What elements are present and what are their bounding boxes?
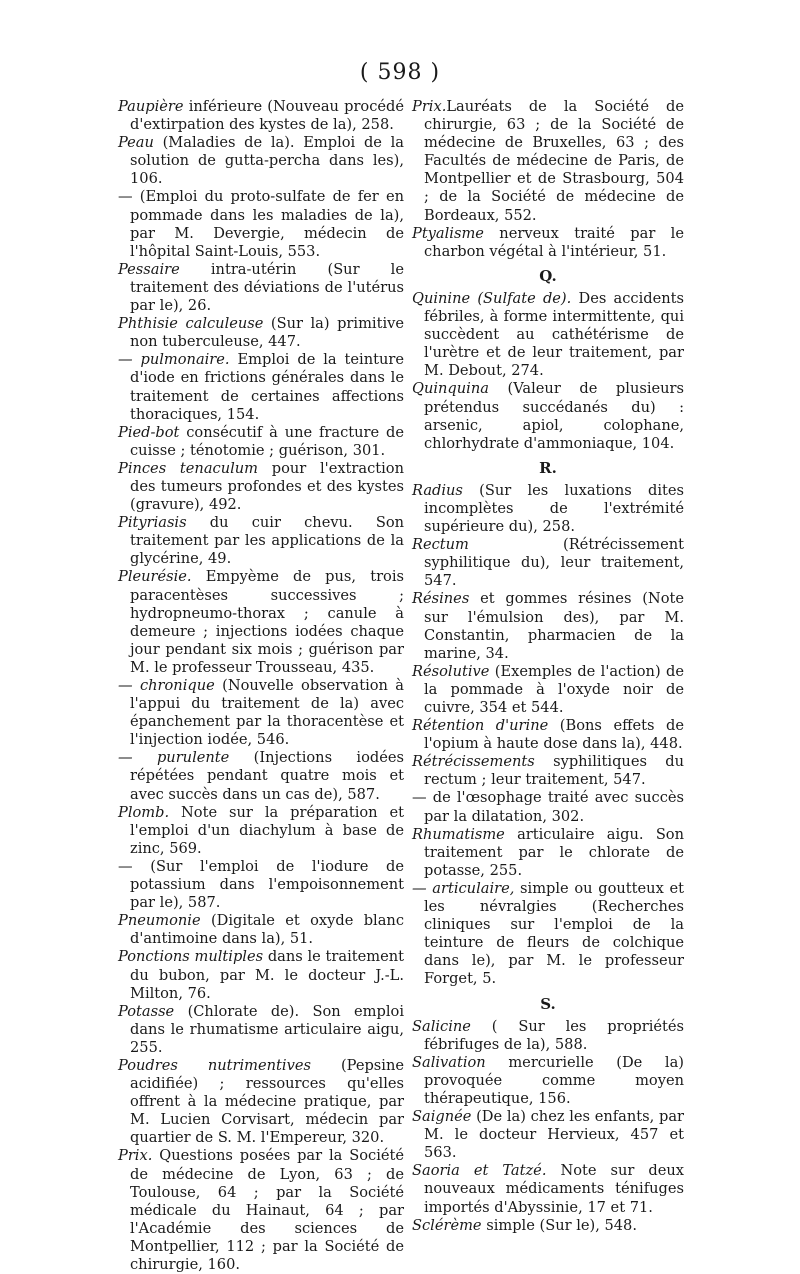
index-entry bbox=[118, 1057, 404, 1147]
index-entry bbox=[118, 98, 404, 134]
index-text: Emploi de la teinture d'iode en frictions générales dans le traitement de certaines affections thoraciques, 154. bbox=[130, 351, 404, 423]
section-letter: R. bbox=[539, 458, 557, 477]
index-term: Pessaire bbox=[118, 260, 180, 278]
index-text: Note sur la préparation et l'emploi d'un diachylum à base de zinc, 569. bbox=[130, 803, 404, 857]
index-text: intra-utérin (Sur le traitement des déviations de l'utérus par le), 26. bbox=[130, 260, 404, 315]
index-term: Ptyalisme bbox=[412, 224, 484, 242]
index-text: simple (Sur le), 548. bbox=[481, 1216, 637, 1234]
index-term: Poudres nutrimentives bbox=[118, 1056, 311, 1074]
index-text: (Valeur de plusieurs prétendus succédanés du) : arsenic, apiol, colophane, chlorhydrate d'ammoniaque, 104. bbox=[424, 380, 684, 452]
index-term: Prix. bbox=[412, 98, 447, 115]
index-text: ( Sur les propriétés fébrifuges de la), 588. bbox=[424, 1017, 684, 1053]
index-text: (Pepsine acidifiée) ; ressources qu'elles offrent à la médecine pratique, par M. Lucien Corvisart, médecin par quartier de S. M. l'Empereur, 320. bbox=[130, 1056, 404, 1147]
index-entry bbox=[118, 948, 404, 1002]
index-text: simple ou goutteux et les névralgies (Recherches cliniques sur l'emploi de la teinture de fleurs de colchique dans le), par M. le professeur Forget, 5. bbox=[424, 879, 684, 988]
index-entry bbox=[118, 424, 404, 460]
index-term: — chronique bbox=[118, 677, 215, 694]
index-term: Rétention d'urine bbox=[412, 717, 549, 735]
index-term: Résines bbox=[412, 590, 470, 608]
index-entry bbox=[412, 880, 684, 989]
index-term: Pinces tenaculum bbox=[118, 459, 259, 477]
index-text: (Bons effets de l'opium à haute dose dans la), 448. bbox=[424, 717, 684, 753]
index-text: (Exemples de l'action) de la pommade à l'oxyde noir de cuivre, 354 et 544. bbox=[424, 662, 684, 716]
index-entry bbox=[118, 188, 404, 260]
index-entry bbox=[118, 1003, 404, 1057]
index-entry bbox=[412, 1018, 684, 1054]
index-entry bbox=[118, 134, 404, 188]
index-entry bbox=[118, 514, 404, 568]
index-entry bbox=[412, 380, 684, 452]
index-entry bbox=[118, 749, 404, 803]
index-entry bbox=[118, 858, 404, 912]
index-term: — pulmonaire. bbox=[118, 351, 230, 369]
index-term: Pityriasis bbox=[118, 514, 187, 532]
index-term: Prix. bbox=[118, 1147, 153, 1165]
index-term: Rectum bbox=[412, 536, 469, 554]
index-entry bbox=[118, 677, 404, 749]
index-text: articulaire aigu. Son traitement par le chlorate de potasse, 255. bbox=[424, 825, 684, 879]
index-entry bbox=[412, 789, 684, 825]
index-term: Ponctions multiples bbox=[118, 948, 264, 966]
index-entry bbox=[412, 290, 684, 380]
index-entry bbox=[412, 826, 684, 880]
index-entry bbox=[118, 804, 404, 858]
index-text: (De la) chez les enfants, par M. le docteur Hervieux, 457 et 563. bbox=[424, 1108, 684, 1162]
index-entry bbox=[412, 1054, 684, 1108]
index-term: — purulente bbox=[118, 749, 230, 767]
index-text: Questions posées par la Société de médecine de Lyon, 63 ; de Toulouse, 64 ; par la Société médicale du Hainaut, 64 ; par l'Académie des sciences de Montpellier, 112 ; par la Société de chirurgie, 160. bbox=[130, 1147, 404, 1273]
index-entry bbox=[118, 460, 404, 514]
index-text: (Maladies de la). Emploi de la solution de gutta-percha dans les), 106. bbox=[130, 134, 404, 188]
index-term: Salivation bbox=[412, 1053, 486, 1071]
index-text: nerveux traité par le charbon végétal à l'intérieur, 51. bbox=[424, 224, 684, 260]
index-term: Salicine bbox=[412, 1017, 471, 1035]
index-entry bbox=[118, 315, 404, 351]
section-letter: S. bbox=[540, 994, 556, 1013]
index-term: Quinquina bbox=[412, 380, 489, 398]
index-text: — (Sur l'emploi de l'iodure de potassium dans l'empoisonnement par le), 587. bbox=[118, 857, 404, 912]
index-text: mercurielle (De la) provoquée comme moyen thérapeutique, 156. bbox=[424, 1053, 684, 1107]
index-text: syphilitiques du rectum ; leur traitement, 547. bbox=[424, 753, 684, 789]
index-term: — articulaire, bbox=[412, 879, 515, 897]
index-term: Rhumatisme bbox=[412, 825, 505, 843]
index-term: Rétrécissements bbox=[412, 753, 535, 771]
index-text: dans le traitement du bubon, par M. le docteur J.-L. Milton, 76. bbox=[130, 948, 404, 1002]
index-entry bbox=[412, 536, 684, 590]
index-term: Peau bbox=[118, 134, 154, 152]
index-entry bbox=[412, 225, 684, 261]
index-text: Note sur deux nouveaux médicaments ténifuges importés d'Abyssinie, 17 et 71. bbox=[424, 1162, 684, 1216]
index-entry bbox=[412, 663, 684, 717]
index-term: Saignée bbox=[412, 1108, 472, 1126]
index-text: consécutif à une fracture de cuisse ; ténotomie ; guérison, 301. bbox=[130, 423, 404, 459]
index-term: Plomb. bbox=[118, 803, 170, 821]
index-entry bbox=[412, 1162, 684, 1216]
index-text: (Rétrécissement syphilitique du), leur traitement, 547. bbox=[424, 536, 684, 590]
section-letter: Q. bbox=[539, 266, 557, 285]
index-text: du cuir chevu. Son traitement par les applications de la glycérine, 49. bbox=[130, 514, 404, 568]
index-term: Potasse bbox=[118, 1002, 175, 1020]
index-text: (Sur les luxations dites incomplètes de l'extrémité supérieure du), 258. bbox=[424, 481, 684, 536]
index-text: (Injections iodées répétées pendant quatre mois et avec succès dans un cas de), 587. bbox=[130, 749, 404, 803]
index-entry bbox=[118, 912, 404, 948]
index-text: inférieure (Nouveau procédé d'extirpation des kystes de la), 258. bbox=[130, 98, 404, 134]
index-term: Pneumonie bbox=[118, 912, 201, 930]
left-column bbox=[118, 98, 404, 1274]
index-entry bbox=[412, 98, 684, 225]
index-entry bbox=[412, 1217, 684, 1235]
index-text: Des accidents fébriles, à forme intermittente, qui succèdent au cathétérisme de l'urètre et de leur traitement, par M. Debout, 274. bbox=[424, 289, 684, 380]
index-text: (Digitale et oxyde blanc d'antimoine dans la), 51. bbox=[130, 912, 404, 948]
index-entry bbox=[412, 1108, 684, 1162]
index-term: Phthisie calculeuse bbox=[118, 315, 264, 333]
index-term: Résolutive bbox=[412, 662, 490, 680]
index-entry bbox=[118, 351, 404, 423]
index-term: Quinine (Sulfate de). bbox=[412, 289, 572, 307]
index-term: Saoria et Tatzé. bbox=[412, 1162, 547, 1180]
index-text: (Sur la) primitive non tuberculeuse, 447. bbox=[130, 315, 404, 351]
index-entry bbox=[118, 568, 404, 677]
index-text: Empyème de pus, trois paracentèses successives ; hydropneumo-thorax ; canule à demeure ; injections iodées chaque jour pendant six mois ; guérison par M. le professeur Trousseau, 435. bbox=[130, 568, 404, 676]
index-entry bbox=[118, 261, 404, 315]
index-term: Sclérème bbox=[412, 1216, 482, 1234]
index-text: — (Emploi du proto-sulfate de fer en pommade dans les maladies de la), par M. Devergie, médecin de l'hôpital Saint-Louis, 553. bbox=[118, 188, 404, 260]
page-number: ( 598 ) bbox=[359, 60, 441, 85]
index-entry bbox=[412, 482, 684, 536]
index-text: Lauréats de la Société de chirurgie, 63 ; de la Société de médecine de Bruxelles, 63 ; des Facultés de médecine de Paris, de Montpellier et de Strasbourg, 504 ; de la Société de médecine de Bordeaux, 552. bbox=[424, 98, 684, 224]
index-text: pour l'extraction des tumeurs profondes et des kystes (gravure), 492. bbox=[130, 459, 404, 514]
index-term: Pied-bot bbox=[118, 423, 180, 441]
index-entry bbox=[412, 753, 684, 789]
index-text: — de l'œsophage traité avec succès par la dilatation, 302. bbox=[412, 789, 684, 825]
index-entry bbox=[412, 590, 684, 662]
index-term: Radius bbox=[412, 481, 463, 499]
index-term: Paupière bbox=[118, 98, 184, 115]
index-text: (Chlorate de). Son emploi dans le rhumatisme articulaire aigu, 255. bbox=[130, 1002, 404, 1056]
index-text: et gommes résines (Note sur l'émulsion des), par M. Constantin, pharmacien de la marine, 34. bbox=[424, 590, 684, 662]
index-entry bbox=[412, 717, 684, 753]
index-term: Pleurésie. bbox=[118, 568, 192, 586]
right-column bbox=[412, 98, 684, 1235]
index-text: (Nouvelle observation à l'appui du traitement de la) avec épanchement par la thoracentèse et l'injection iodée, 546. bbox=[130, 677, 405, 749]
index-entry bbox=[118, 1147, 404, 1274]
